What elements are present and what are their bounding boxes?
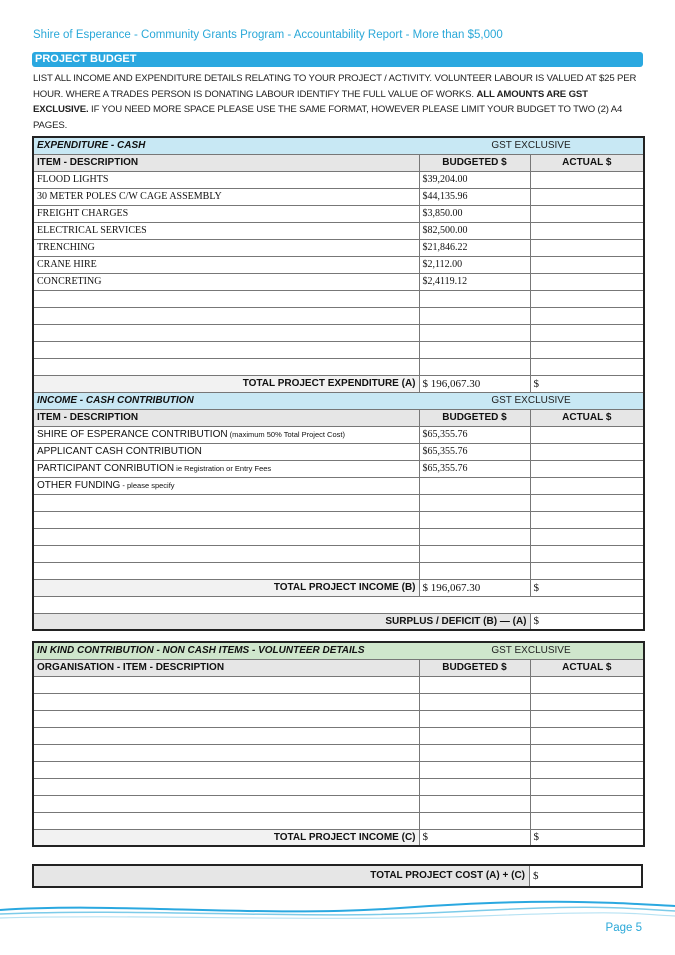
item-description: ELECTRICAL SERVICES [37,225,147,236]
total-project-cost-value[interactable]: $ [530,866,641,886]
item-description-cell[interactable] [33,460,419,477]
gst-exclusive-label: GST EXCLUSIVE [419,392,644,409]
income-total-row [33,579,644,596]
actual-cell[interactable] [530,426,644,443]
surplus-deficit-row [33,613,644,630]
actual-cell[interactable] [530,443,644,460]
column-budgeted: BUDGETED $ [419,154,530,171]
budgeted-cell[interactable] [419,545,530,562]
budgeted-cell[interactable]: $44,135.96 [419,188,530,205]
budgeted-cell[interactable] [419,744,530,761]
actual-cell[interactable] [530,562,644,579]
income-total-label: TOTAL PROJECT INCOME (B) [33,579,419,596]
item-description-cell[interactable] [33,710,419,727]
budgeted-cell[interactable] [419,494,530,511]
item-description-cell[interactable] [33,239,419,256]
actual-cell[interactable] [530,778,644,795]
budgeted-cell[interactable]: $3,850.00 [419,205,530,222]
footer-wave-decoration [0,896,675,926]
budgeted-cell[interactable] [419,727,530,744]
expenditure-row [33,205,644,222]
section-title-bar: PROJECT BUDGET [32,52,643,67]
income-title: INCOME - CASH CONTRIBUTION [33,392,419,409]
income-row [33,443,644,460]
budgeted-cell[interactable]: $82,500.00 [419,222,530,239]
item-description-cell[interactable] [33,693,419,710]
item-description: FREIGHT CHARGES [37,208,129,219]
item-description-cell[interactable] [33,256,419,273]
inkind-header-row [33,642,644,659]
expenditure-title: EXPENDITURE - CASH [33,137,419,154]
income-row [33,545,644,562]
column-actual: ACTUAL $ [530,659,644,676]
instructions-text-end: IF YOU NEED MORE SPACE PLEASE USE THE SAME FORMAT, HOWEVER PLEASE LIMIT YOUR BUDGET TO TWO (2) A4 PAGES. [33,104,623,131]
total-project-cost-row [32,864,643,888]
inkind-total-budget[interactable]: $ [419,829,530,846]
budgeted-cell[interactable] [419,761,530,778]
expenditure-total-label: TOTAL PROJECT EXPENDITURE (A) [33,375,419,392]
inkind-column-headers [33,659,644,676]
budgeted-cell[interactable]: $2,4119.12 [419,273,530,290]
item-description: 30 METER POLES C/W CAGE ASSEMBLY [37,191,222,202]
actual-cell[interactable] [530,710,644,727]
item-description-cell[interactable] [33,676,419,693]
inkind-total-actual[interactable]: $ [530,829,644,846]
item-description: CRANE HIRE [37,259,97,270]
expenditure-total-row [33,375,644,392]
inkind-table [32,641,645,847]
inkind-title: IN KIND CONTRIBUTION - NON CASH ITEMS - VOLUNTEER DETAILS [33,642,419,659]
actual-cell[interactable] [530,205,644,222]
item-description-cell[interactable] [33,744,419,761]
item-description: TRENCHING [37,242,95,253]
budgeted-cell[interactable]: $65,355.76 [419,460,530,477]
item-description: SHIRE OF ESPERANCE CONTRIBUTION [37,429,228,440]
actual-cell[interactable] [530,511,644,528]
item-description-cell[interactable] [33,562,419,579]
inkind-row [33,795,644,812]
budgeted-cell[interactable]: $2,112.00 [419,256,530,273]
budgeted-cell[interactable] [419,511,530,528]
budgeted-cell[interactable] [419,562,530,579]
budgeted-cell[interactable] [419,528,530,545]
column-item-description: ITEM - DESCRIPTION [33,409,419,426]
income-row [33,460,644,477]
item-description-cell[interactable] [33,341,419,358]
actual-cell[interactable] [530,727,644,744]
instructions-bold: ALL AMOUNTS ARE GST EXCLUSIVE. [33,88,588,115]
column-organisation-description: ORGANISATION - ITEM - DESCRIPTION [33,659,419,676]
actual-cell[interactable] [530,171,644,188]
inkind-row [33,744,644,761]
inkind-row [33,761,644,778]
expenditure-row [33,239,644,256]
column-budgeted: BUDGETED $ [419,409,530,426]
expenditure-row [33,324,644,341]
expenditure-total-budget[interactable]: $ 196,067.30 [419,375,530,392]
item-description-cell[interactable] [33,273,419,290]
inkind-row [33,676,644,693]
surplus-deficit-value[interactable]: $ [530,613,644,630]
income-header-row [33,392,644,409]
actual-cell[interactable] [530,188,644,205]
expenditure-row [33,256,644,273]
inkind-row [33,710,644,727]
income-column-headers [33,409,644,426]
actual-cell[interactable] [530,528,644,545]
actual-cell[interactable] [530,273,644,290]
item-description: PARTICIPANT CONRIBUTION [37,463,175,474]
budgeted-cell[interactable]: $21,846.22 [419,239,530,256]
item-note: - please specify [120,481,175,490]
budgeted-cell[interactable] [419,307,530,324]
actual-cell[interactable] [530,307,644,324]
actual-cell[interactable] [530,795,644,812]
income-row [33,494,644,511]
item-description-cell[interactable] [33,222,419,239]
item-description-cell[interactable] [33,545,419,562]
budgeted-cell[interactable] [419,324,530,341]
budgeted-cell[interactable] [419,676,530,693]
item-description-cell[interactable] [33,205,419,222]
actual-cell[interactable] [530,460,644,477]
actual-cell[interactable] [530,477,644,494]
budgeted-cell[interactable]: $39,204.00 [419,171,530,188]
item-description: OTHER FUNDING [37,480,121,491]
item-description-cell[interactable] [33,171,419,188]
expenditure-row [33,290,644,307]
inkind-total-label: TOTAL PROJECT INCOME (C) [33,829,419,846]
actual-cell[interactable] [530,693,644,710]
budgeted-cell[interactable] [419,693,530,710]
expenditure-row [33,358,644,375]
expenditure-row [33,171,644,188]
total-project-cost-label: TOTAL PROJECT COST (A) + (C) [34,866,530,886]
income-rows [33,426,644,579]
budgeted-cell[interactable] [419,795,530,812]
item-description-cell[interactable] [33,324,419,341]
inkind-row [33,693,644,710]
income-total-actual[interactable]: $ [530,579,644,596]
surplus-deficit-label: SURPLUS / DEFICIT (B) — (A) [33,613,530,630]
actual-cell[interactable] [530,744,644,761]
expenditure-row [33,341,644,358]
expenditure-row [33,307,644,324]
item-note: (maximum 50% Total Project Cost) [227,430,345,439]
expenditure-row [33,273,644,290]
inkind-row [33,727,644,744]
item-description-cell[interactable] [33,727,419,744]
actual-cell[interactable] [530,494,644,511]
budgeted-cell[interactable] [419,812,530,829]
item-description-cell[interactable] [33,761,419,778]
expenditure-total-actual[interactable]: $ [530,375,644,392]
column-item-description: ITEM - DESCRIPTION [33,154,419,171]
item-description-cell[interactable] [33,795,419,812]
instructions-paragraph [33,71,645,133]
item-description-cell[interactable] [33,443,419,460]
inkind-total-row [33,829,644,846]
item-description-cell[interactable] [33,188,419,205]
budgeted-cell[interactable] [419,710,530,727]
column-budgeted: BUDGETED $ [419,659,530,676]
inkind-row [33,812,644,829]
expenditure-rows [33,171,644,375]
budget-table [32,136,645,631]
income-total-budget[interactable]: $ 196,067.30 [419,579,530,596]
instructions-text: LIST ALL INCOME AND EXPENDITURE DETAILS RELATING TO YOUR PROJECT / ACTIVITY. VOLUNTEER LABOUR IS VALUED AT $25 PER HOUR. WHERE A TRADES PERSON IS DONATING LABOUR IDENTIFY THE FULL VALUE OF WORKS. [33,73,637,100]
item-description-cell[interactable] [33,778,419,795]
item-description: FLOOD LIGHTS [37,174,109,185]
item-description-cell[interactable] [33,812,419,829]
item-description-cell[interactable] [33,426,419,443]
income-row [33,426,644,443]
income-row [33,562,644,579]
actual-cell[interactable] [530,545,644,562]
column-actual: ACTUAL $ [530,154,644,171]
item-description-cell[interactable] [33,511,419,528]
inkind-rows [33,676,644,829]
inkind-row [33,778,644,795]
budgeted-cell[interactable] [419,358,530,375]
item-description-cell[interactable] [33,477,419,494]
income-row [33,528,644,545]
expenditure-row [33,188,644,205]
actual-cell[interactable] [530,676,644,693]
budgeted-cell[interactable] [419,477,530,494]
expenditure-column-headers [33,154,644,171]
budgeted-cell[interactable]: $65,355.76 [419,426,530,443]
item-description: APPLICANT CASH CONTRIBUTION [37,446,202,457]
actual-cell[interactable] [530,324,644,341]
item-description-cell[interactable] [33,290,419,307]
item-description-cell[interactable] [33,494,419,511]
actual-cell[interactable] [530,256,644,273]
budgeted-cell[interactable]: $65,355.76 [419,443,530,460]
gst-exclusive-label: GST EXCLUSIVE [419,642,644,659]
item-description-cell[interactable] [33,358,419,375]
actual-cell[interactable] [530,812,644,829]
actual-cell[interactable] [530,341,644,358]
table-spacer [33,596,644,613]
actual-cell[interactable] [530,761,644,778]
item-description: CONCRETING [37,276,102,287]
gst-exclusive-label: GST EXCLUSIVE [419,137,644,154]
expenditure-header-row [33,137,644,154]
column-actual: ACTUAL $ [530,409,644,426]
document-header-title: Shire of Esperance - Community Grants Program - Accountability Report - More than $5,000 [33,29,503,41]
item-note: ie Registration or Entry Fees [174,464,272,473]
budgeted-cell[interactable] [419,341,530,358]
actual-cell[interactable] [530,290,644,307]
budgeted-cell[interactable] [419,778,530,795]
income-row [33,511,644,528]
actual-cell[interactable] [530,358,644,375]
actual-cell[interactable] [530,222,644,239]
expenditure-row [33,222,644,239]
item-description-cell[interactable] [33,307,419,324]
budgeted-cell[interactable] [419,290,530,307]
item-description-cell[interactable] [33,528,419,545]
page-number: Page 5 [605,922,642,934]
income-row [33,477,644,494]
actual-cell[interactable] [530,239,644,256]
